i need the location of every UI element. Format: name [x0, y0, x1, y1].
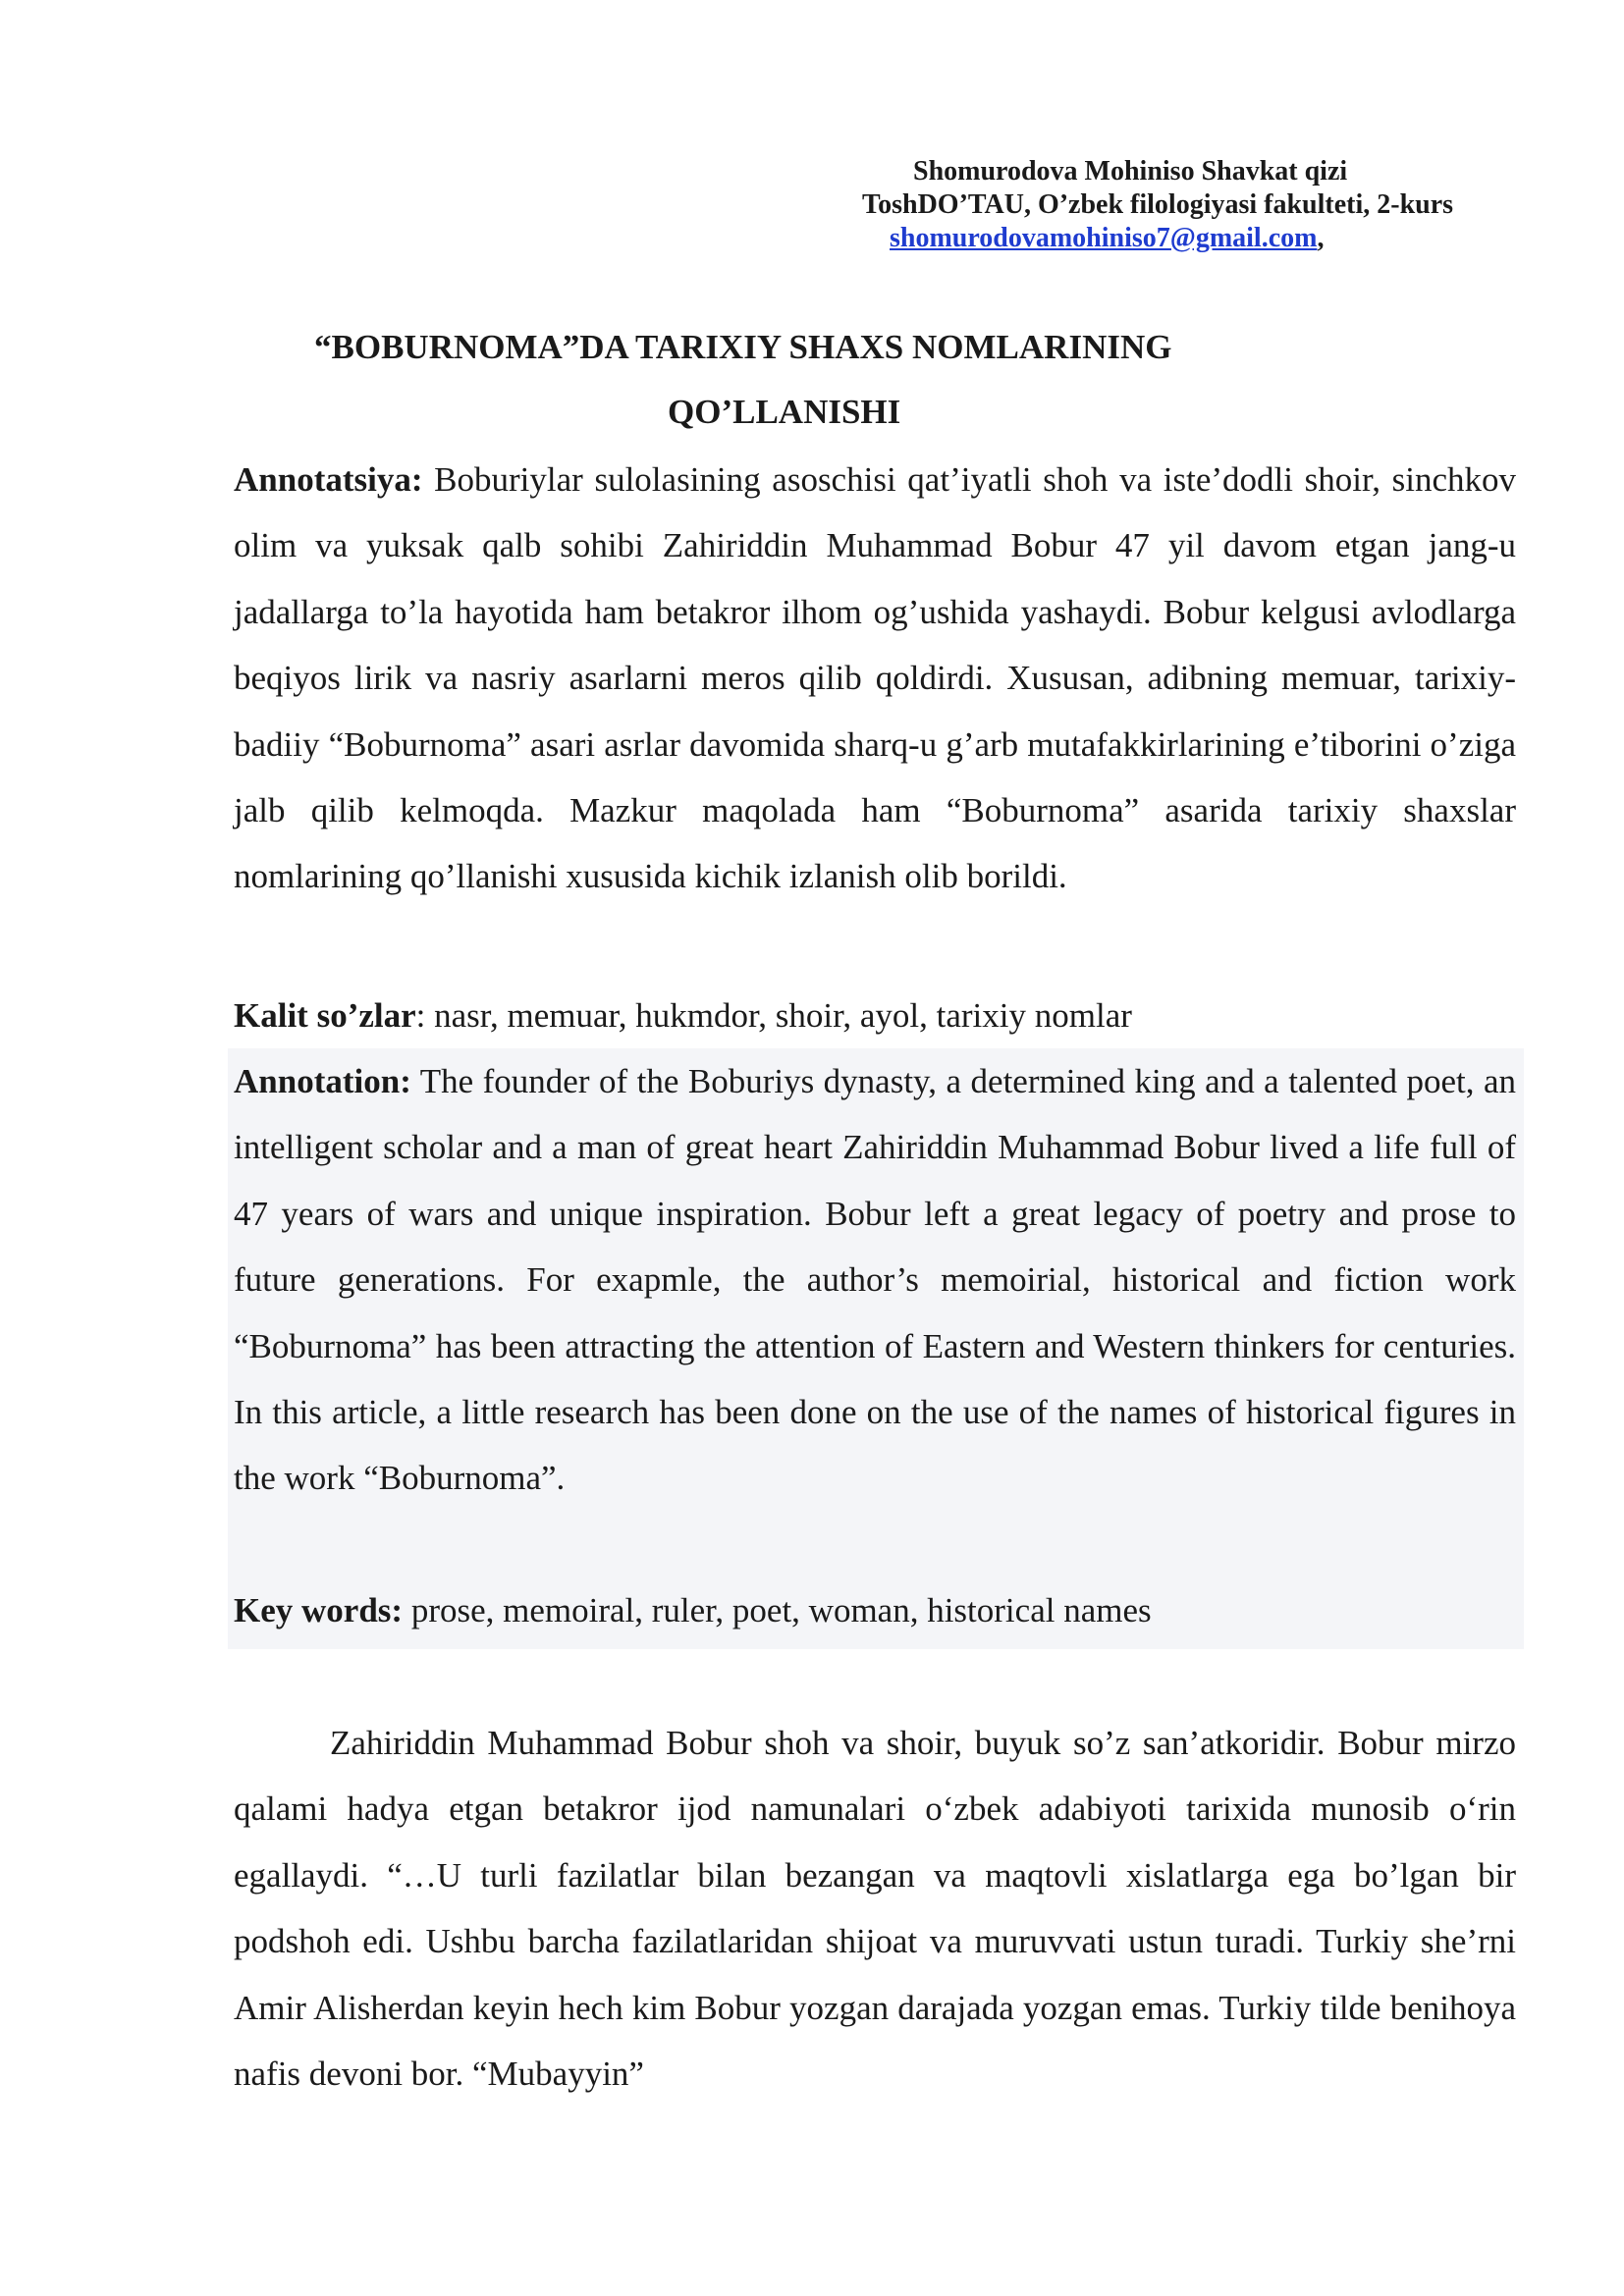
author-email-line: [890, 222, 1324, 255]
keywords-en-label: Key words:: [234, 1591, 404, 1629]
keywords-uz-label: Kalit so’zlar: [234, 996, 416, 1035]
keywords-en-text: prose, memoiral, ruler, poet, woman, historical names: [403, 1591, 1152, 1629]
article-title-line-2: QO’LLANISHI: [668, 393, 901, 431]
abstract-uz: [234, 447, 1516, 910]
body-paragraph-1: Zahiriddin Muhammad Bobur shoh va shoir, buyuk so’z san’atkoridir. Bobur mirzo qalami hadya etgan betakror ijod namunalari oʻzbek adabiyoti tarixida munosib oʻrin egallaydi. “…U turli fazilatlar bilan bezangan va maqtovli xislatlarga ega bo’lgan bir podshoh edi. Ushbu barcha fazilatlaridan shijoat va muruvvati ustun turadi. Turkiy she’rni Amir Alisherdan keyin hech kim Bobur yozgan darajada yozgan emas. Turkiy tilde benihoya nafis devoni bor. “Mubayyin”: [234, 1724, 1516, 2094]
abstract-uz-label: Annotatsiya:: [234, 460, 423, 499]
abstract-en-label: Annotation:: [234, 1062, 411, 1100]
email-suffix: ,: [1317, 223, 1325, 253]
abstract-en: [234, 1048, 1516, 1512]
article-title-line-1: “BOBURNOMA”DA TARIXIY SHAXS NOMLARINING: [314, 328, 1172, 366]
abstract-uz-text: Boburiylar sulolasining asoschisi qat’iyatli shoh va iste’dodli shoir, sinchkov olim va yuksak qalb sohibi Zahiriddin Muhammad Bobur 47 yil davom etgan jang-u jadallarga to’la hayotida ham betakror ilhom og’ushida yashaydi. Bobur kelgusi avlodlarga beqiyos lirik va nasriy asarlarni meros qilib qoldirdi. Xususan, adibning memuar, tarixiy-badiiy “Boburnoma” asari asrlar davomida sharq-u g’arb mutafakkirlarining e’tiborini o’ziga jalb qilib kelmoqda. Mazkur maqolada ham “Boburnoma” asarida tarixiy shaxslar nomlarining qo’llanishi xususida kichik izlanish olib borildi.: [234, 460, 1516, 896]
keywords-en: [234, 1577, 1516, 1643]
abstract-en-text: The founder of the Boburiys dynasty, a determined king and a talented poet, an intelligent scholar and a man of great heart Zahiriddin Muhammad Bobur lived a life full of 47 years of wars and unique inspiration. Bobur left a great legacy of poetry and prose to future generations. For exapmle, the author’s memoirial, historical and fiction work “Boburnoma” has been attracting the attention of Eastern and Western thinkers for centuries. In this article, a little research has been done on the use of the names of historical figures in the work “Boburnoma”.: [234, 1062, 1516, 1498]
keywords-uz-text: : nasr, memuar, hukmdor, shoir, ayol, tarixiy nomlar: [415, 996, 1132, 1035]
author-email-link[interactable]: shomurodovamohiniso7@gmail.com: [890, 223, 1318, 253]
author-affiliation: ToshDO’TAU, O’zbek filologiyasi fakulteti, 2-kurs: [862, 189, 1454, 220]
keywords-uz: [234, 983, 1516, 1048]
author-name: Shomurodova Mohiniso Shavkat qizi: [913, 156, 1348, 187]
